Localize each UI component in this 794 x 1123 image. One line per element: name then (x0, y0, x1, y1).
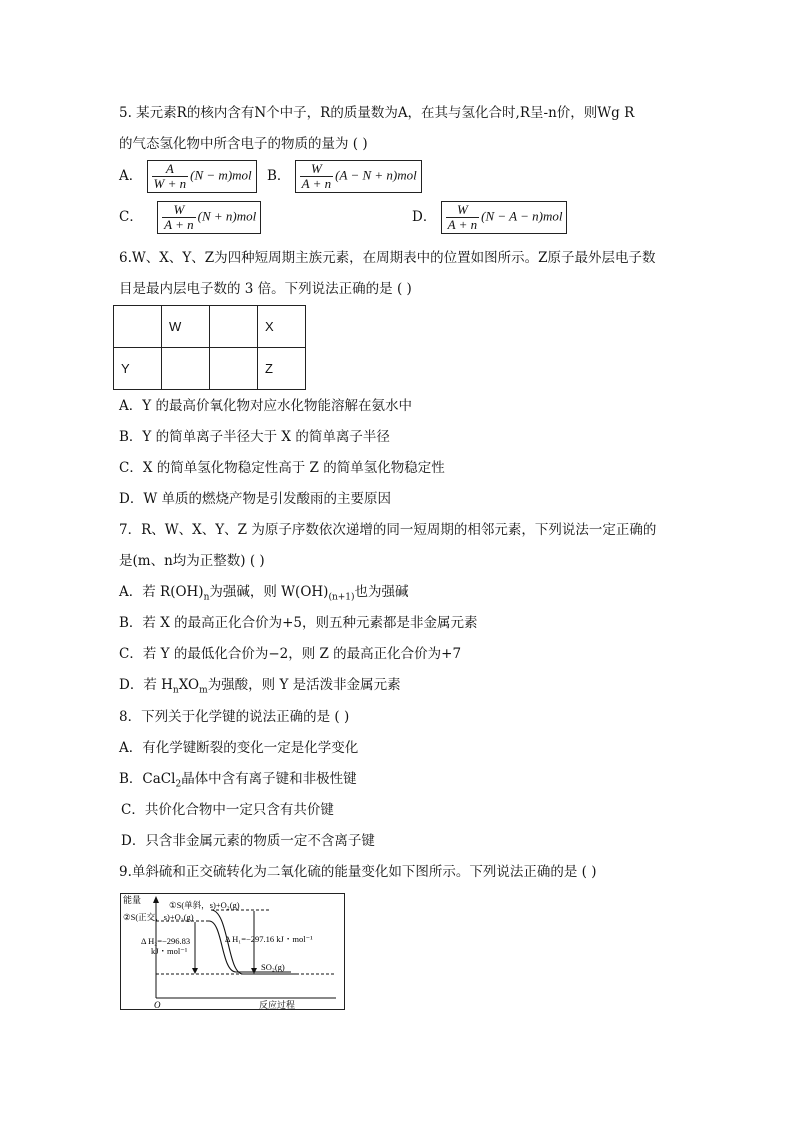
q5-d-rest: (N − A − n)mol (481, 208, 563, 224)
q5-option-d (441, 201, 568, 234)
q8-option-b (119, 769, 357, 795)
q5-option-a (147, 160, 257, 193)
q8-option-a: A．有化学键断裂的变化一定是化学变化 (119, 740, 359, 756)
q9-stem: 9.单斜硫和正交硫转化为二氧化硫的能量变化如下图所示。下列说法正确的是 ( ) (119, 864, 597, 880)
product-label: SO₂(g) (261, 962, 285, 972)
origin-label: O (154, 1000, 161, 1009)
q7-option-d (119, 675, 401, 701)
grid-cell-z: Z (258, 348, 306, 390)
q5-c-numerator: W (162, 203, 195, 218)
periodic-table-grid (113, 305, 306, 390)
q7-d-text: 为强酸，则 Y 是活泼非金属元素 (207, 677, 401, 693)
y-axis-arrow (153, 896, 159, 903)
q5-d-denominator: A + n (447, 217, 478, 232)
q5-option-b (295, 160, 422, 193)
q5-b-numerator: W (300, 162, 333, 177)
energy-diagram-svg (121, 894, 344, 1009)
y-axis-label: 能量 (123, 895, 142, 905)
dh1-label: Δ H₁=−297.16 kJ・mol⁻¹ (225, 934, 313, 944)
q7-a-sub: n (203, 592, 210, 603)
q7-stem-line2: 是(m、n均为正整数) ( ) (119, 553, 265, 569)
q6-option-b: B．Y 的简单离子半径大于 X 的简单离子半径 (119, 429, 390, 445)
q5-option-d-label: D． (412, 209, 437, 225)
q6-stem-line2: 目是最内层电子数的 3 倍。下列说法正确的是 ( ) (119, 281, 412, 297)
grid-cell-y: Y (114, 348, 162, 390)
grid-cell (162, 348, 210, 390)
q5-option-b-label: B． (266, 168, 291, 184)
q5-a-denominator: W + n (153, 176, 187, 191)
q8-b-sub: 2 (175, 779, 182, 790)
q7-stem-line1: 7．R、W、X、Y、Z 为原子序数依次递增的同一短周期的相邻元素，下列说法一定正确的 (119, 522, 657, 538)
q8-b-text: 晶体中含有离子键和非极性键 (181, 771, 357, 787)
q8-b-text: B．CaCl (119, 771, 176, 787)
q5-b-rest: (A − N + n)mol (335, 167, 417, 183)
q7-d-sub: m (199, 685, 208, 696)
grid-cell (210, 348, 258, 390)
dh2-arrowhead (192, 968, 198, 974)
q5-options-row1 (119, 160, 422, 193)
q6-option-c: C．X 的简单氢化物稳定性高于 Z 的简单氢化物稳定性 (119, 460, 445, 476)
q6-stem-line1: 6.W、X、Y、Z为四种短周期主族元素，在周期表中的位置如图所示。Z原子最外层电子数 (119, 250, 656, 266)
q7-d-text: D．若 H (119, 677, 173, 693)
q7-a-sub: (n+1) (328, 592, 355, 603)
q5-option-c-label: C． (119, 209, 143, 225)
q7-d-sub: n (172, 685, 179, 696)
grid-cell-x: X (258, 306, 306, 348)
q5-stem-line1: 5. 某元素R的核内含有N个中子，R的质量数为A，在其与氢化合时,R呈-n价，则Wg R (119, 105, 635, 121)
dh2-unit: kJ・mol⁻¹ (151, 946, 188, 956)
x-axis-label: 反应过程 (259, 1000, 296, 1009)
q6-option-a: A．Y 的最高价氧化物对应水化物能溶解在氨水中 (119, 398, 412, 414)
state1-label: ①S(单斜，s)+O₂(g) (169, 900, 240, 910)
q5-option-a-label: A． (119, 168, 143, 184)
energy-diagram (120, 893, 345, 1010)
q5-b-denominator: A + n (301, 176, 332, 191)
q8-stem: 8．下列关于化学键的说法正确的是 ( ) (119, 709, 350, 725)
q5-stem-line2: 的气态氢化物中所含电子的物质的量为 ( ) (119, 136, 368, 152)
q5-a-rest: (N − m)mol (190, 167, 252, 183)
q5-option-c (157, 201, 261, 234)
q8-option-c: C．共价化合物中一定只含有共价键 (121, 802, 334, 818)
q7-option-c: C．若 Y 的最低化合价为−2，则 Z 的最高正化合价为+7 (119, 646, 462, 662)
q7-d-text: XO (178, 677, 200, 693)
dh1-arrowhead (251, 968, 257, 974)
q6-option-d: D．W 单质的燃烧产物是引发酸雨的主要原因 (119, 491, 391, 507)
grid-cell (114, 306, 162, 348)
q5-c-rest: (N + n)mol (197, 208, 257, 224)
q8-option-d: D．只含非金属元素的物质一定不含离子键 (121, 833, 375, 849)
q7-a-text: 为强碱，则 W(OH) (209, 584, 329, 600)
dh2-label: Δ H₂=−296.83 (141, 936, 191, 946)
q5-a-numerator: A (152, 162, 189, 177)
q5-c-denominator: A + n (164, 217, 194, 232)
q5-options-row2 (119, 201, 261, 234)
q5-option-d-row (412, 201, 567, 234)
q7-option-a (119, 582, 409, 608)
q7-a-text: A．若 R(OH) (119, 584, 204, 600)
grid-cell (210, 306, 258, 348)
q7-option-b: B．若 X 的最高正化合价为+5，则五种元素都是非金属元素 (119, 615, 478, 631)
q7-a-text: 也为强碱 (354, 584, 409, 600)
state2-label: ②S(正交，s)+O₂(g) (123, 912, 194, 922)
grid-cell-w: W (162, 306, 210, 348)
q5-d-numerator: W (446, 203, 479, 218)
